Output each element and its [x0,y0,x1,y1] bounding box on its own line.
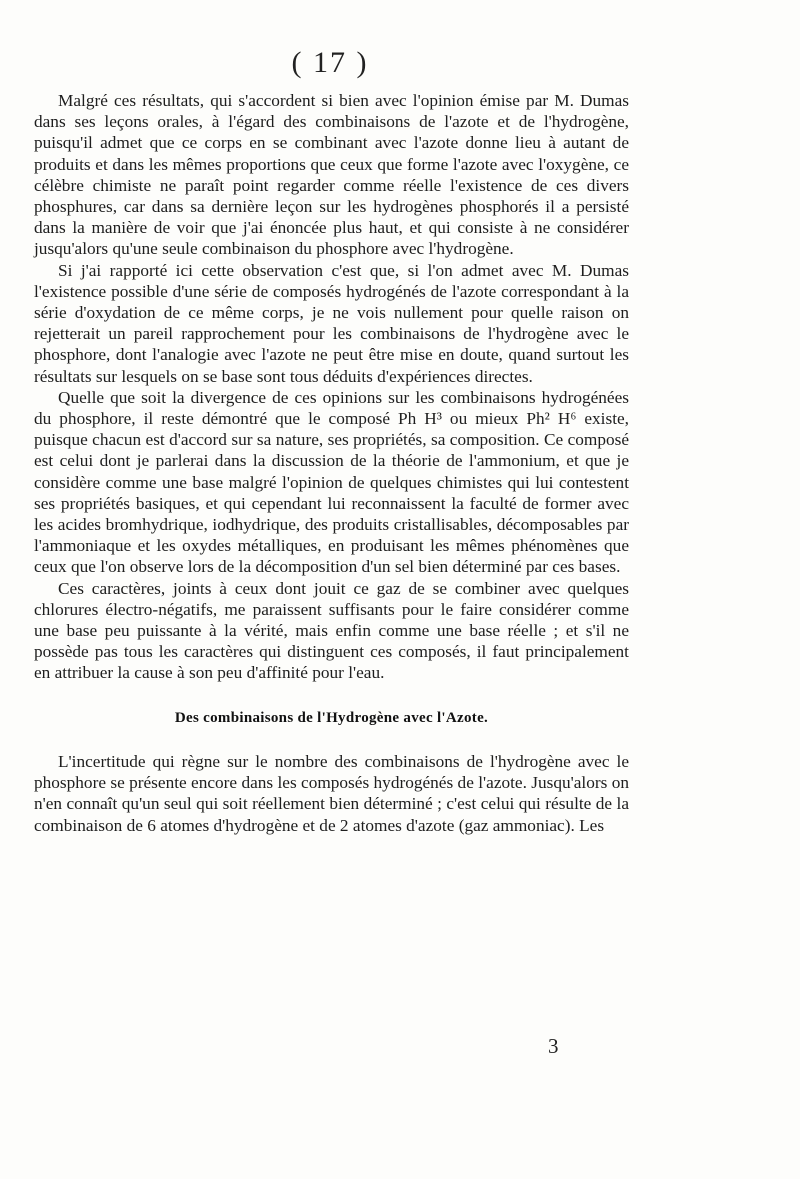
section-heading: Des combinaisons de l'Hydrogène avec l'Azote. [174,709,489,726]
paragraph-3: Quelle que soit la divergence de ces opinions sur les combinaisons hydrogénées du phosphore, il reste démontré que le composé Ph H³ ou mieux Ph² H⁶ existe, puisque chacun est d'accord sur sa nature, ses propriétés, sa composition. Ce composé est celui dont je parlerai dans la discussion de la théorie de l'ammonium, et que je considère comme une base malgré l'opinion de quelques chimistes qui lui contestent ses propriétés basiques, et qui cependant lui reconnaissent la faculté de former avec les acides bromhydrique, iodhydrique, des produits cristallisables, décomposables par l'ammoniaque et les oxydes métalliques, en produisant les mêmes phénomènes que ceux que l'on observe lors de la décomposition d'un sel bien déterminé par ces bases. [34,387,629,577]
page-number: ( 17 ) [291,46,369,79]
signature-mark: 3 [548,1034,559,1058]
page-body [34,90,629,836]
paragraph-2: Si j'ai rapporté ici cette observation c'est que, si l'on admet avec M. Dumas l'existence possible d'une série de composés hydrogénés de l'azote correspondant à la série d'oxydation de ce même corps, je ne vois nullement pour quelle raison on rejetterait un pareil rapprochement pour les combinaisons de l'hydrogène avec le phosphore, dont l'analogie avec l'azote ne peut être mise en doute, quand surtout les résultats sur lesquels on se base sont tous déduits d'expériences directes. [34,260,629,386]
paragraph-1: Malgré ces résultats, qui s'accordent si bien avec l'opinion émise par M. Dumas dans ses leçons orales, à l'égard des combinaisons de l'azote et de l'hydrogène, puisqu'il admet que ce corps en se combinant avec l'azote donne lieu à autant de produits et dans les mêmes proportions que ceux que forme l'azote avec l'oxygène, ce célèbre chimiste ne paraît point regarder comme réelle l'existence de ces divers phosphures, car dans sa dernière leçon sur les hydrogènes phosphorés il a persisté dans la manière de voir que j'ai énoncée plus haut, et qui consiste à ne considérer jusqu'alors qu'une seule combinaison du phosphore avec l'hydrogène. [34,91,629,259]
paragraph-4: Ces caractères, joints à ceux dont jouit ce gaz de se combiner avec quelques chlorures électro-négatifs, me paraissent suffisants pour le faire considérer comme une base peu puissante à la vérité, mais enfin comme une base réelle ; et s'il ne possède pas tous les caractères qui distinguent ces composés, il faut principalement en attribuer la cause à son peu d'affinité pour l'eau. [34,578,629,683]
section-paragraph: L'incertitude qui règne sur le nombre des combinaisons de l'hydrogène avec le phosphore se présente encore dans les composés hydrogénés de l'azote. Jusqu'alors on n'en connaît qu'un seul qui soit réellement bien déterminé ; c'est celui qui résulte de la combinaison de 6 atomes d'hydrogène et de 2 atomes d'azote (gaz ammoniac). Les [34,751,629,835]
